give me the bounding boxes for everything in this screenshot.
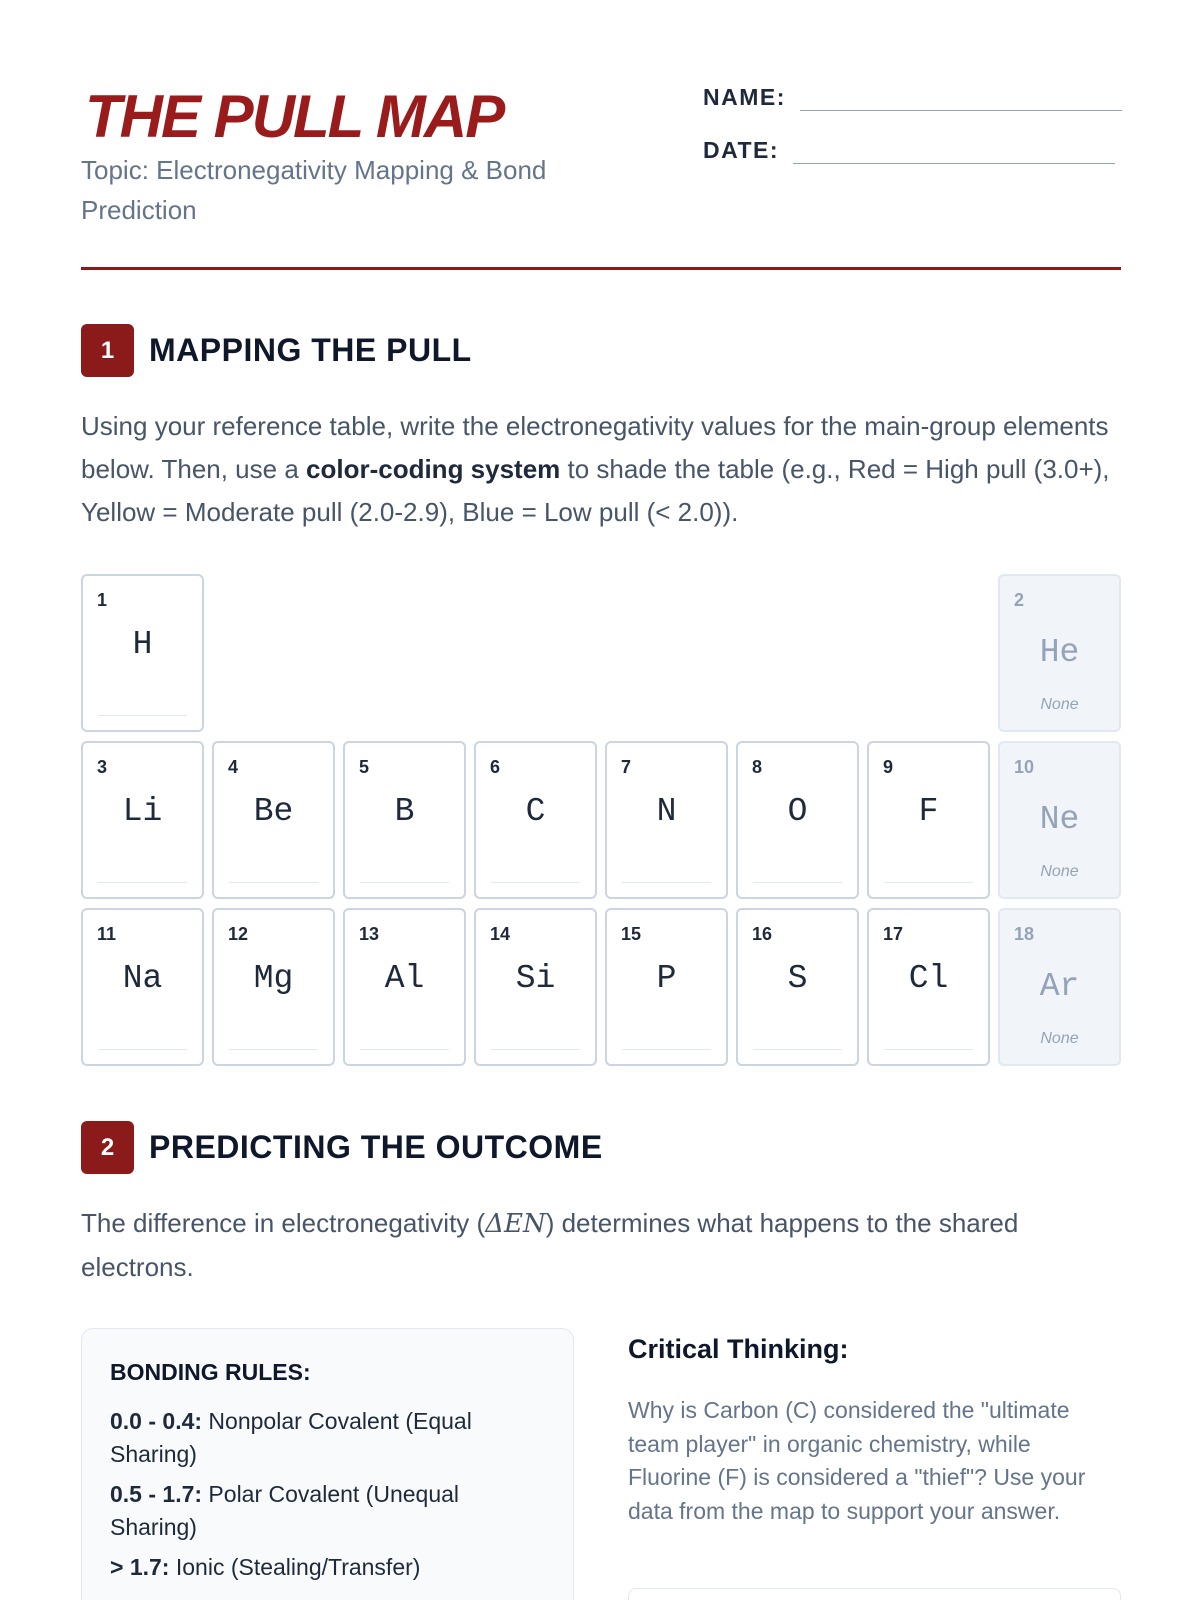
- atomic-number: 13: [359, 924, 380, 944]
- electronegativity-blank[interactable]: [98, 882, 187, 883]
- element-cell-s[interactable]: [736, 908, 859, 1066]
- element-symbol: Ne: [1039, 801, 1080, 838]
- atomic-number: 6: [490, 757, 501, 777]
- no-value-note: None: [1040, 696, 1079, 713]
- element-cell-si[interactable]: [474, 908, 597, 1066]
- element-symbol: P: [656, 960, 677, 997]
- element-cell-al[interactable]: [343, 908, 466, 1066]
- element-symbol: Be: [253, 793, 294, 830]
- section-2-title: PREDICTING THE OUTCOME: [149, 1129, 603, 1165]
- section-1-title: MAPPING THE PULL: [149, 332, 472, 368]
- element-cell-b[interactable]: [343, 741, 466, 899]
- atomic-number: 10: [1014, 757, 1035, 777]
- element-cell-be[interactable]: [212, 741, 335, 899]
- section-1-instructions: Using your reference table, write the electronegativity values for the main-group elements below. Then, use a color-coding system to shade the table (e.g., Red = High pull (3.0+), Yellow = Moderate pull (2.0-2.9), Blue = Low pull (< 2.0)).: [81, 411, 1110, 527]
- topic-subtitle: Topic: Electronegativity Mapping & Bond Prediction: [81, 155, 547, 225]
- element-symbol: Al: [384, 960, 425, 997]
- electronegativity-blank[interactable]: [622, 882, 711, 883]
- atomic-number: 8: [752, 757, 763, 777]
- element-cell-li[interactable]: [81, 741, 204, 899]
- section-1-heading: [81, 324, 472, 377]
- element-cell-ar: [998, 908, 1121, 1066]
- element-symbol: C: [525, 793, 546, 830]
- atomic-number: 15: [621, 924, 642, 944]
- element-cell-o[interactable]: [736, 741, 859, 899]
- electronegativity-blank[interactable]: [622, 1049, 711, 1050]
- critical-thinking-title: Critical Thinking:: [628, 1334, 849, 1364]
- element-cell-ne: [998, 741, 1121, 899]
- section-2-badge: 2: [81, 1121, 134, 1174]
- element-cell-p[interactable]: [605, 908, 728, 1066]
- name-field[interactable]: [800, 89, 1122, 111]
- electronegativity-blank[interactable]: [360, 1049, 449, 1050]
- atomic-number: 18: [1014, 924, 1035, 944]
- electronegativity-blank[interactable]: [360, 882, 449, 883]
- atomic-number: 11: [97, 924, 117, 944]
- bonding-rules-box: [81, 1328, 574, 1600]
- element-symbol: Ar: [1039, 968, 1080, 1005]
- electronegativity-blank[interactable]: [491, 882, 580, 883]
- element-cell-h[interactable]: [81, 574, 204, 732]
- element-symbol: Cl: [908, 960, 949, 997]
- date-field[interactable]: [793, 142, 1115, 164]
- no-value-note: None: [1040, 863, 1079, 880]
- atomic-number: 12: [228, 924, 249, 944]
- atomic-number: 7: [621, 757, 632, 777]
- element-cell-f[interactable]: [867, 741, 990, 899]
- name-label: NAME:: [703, 84, 786, 110]
- element-symbol: Li: [122, 793, 163, 830]
- electronegativity-blank[interactable]: [753, 882, 842, 883]
- worksheet-header: [81, 80, 1121, 270]
- atomic-number: 5: [359, 757, 370, 777]
- delta-en-symbol: ΔEN: [485, 1209, 546, 1239]
- element-cell-n[interactable]: [605, 741, 728, 899]
- section-1-badge: 1: [81, 324, 134, 377]
- element-symbol: He: [1039, 634, 1080, 671]
- element-symbol: N: [656, 793, 677, 830]
- atomic-number: 2: [1014, 590, 1025, 610]
- element-symbol: Na: [122, 960, 163, 997]
- element-cell-c[interactable]: [474, 741, 597, 899]
- atomic-number: 14: [490, 924, 511, 944]
- electronegativity-blank[interactable]: [98, 1049, 187, 1050]
- section-2-intro: The difference in electronegativity (ΔEN) determines what happens to the shared electrons.: [81, 1208, 1019, 1282]
- element-symbol: Mg: [253, 960, 294, 997]
- name-row: [703, 84, 1122, 111]
- electronegativity-blank[interactable]: [753, 1049, 842, 1050]
- electronegativity-blank[interactable]: [491, 1049, 580, 1050]
- electronegativity-blank[interactable]: [229, 882, 318, 883]
- atomic-number: 1: [97, 590, 108, 610]
- element-cell-na[interactable]: [81, 908, 204, 1066]
- color-coding-emphasis: color-coding system: [306, 454, 561, 484]
- date-label: DATE:: [703, 137, 780, 163]
- electronegativity-blank[interactable]: [884, 882, 973, 883]
- element-symbol: H: [132, 626, 153, 663]
- bonding-rules-title: BONDING RULES:: [110, 1359, 311, 1385]
- atomic-number: 16: [752, 924, 773, 944]
- electronegativity-blank[interactable]: [98, 715, 187, 716]
- date-row: [703, 137, 1115, 164]
- atomic-number: 17: [883, 924, 904, 944]
- element-symbol: B: [394, 793, 415, 830]
- atomic-number: 9: [883, 757, 894, 777]
- atomic-number: 4: [228, 757, 239, 777]
- rule-nonpolar: 0.0 - 0.4: Nonpolar Covalent (Equal Sharing): [110, 1408, 472, 1467]
- worksheet-title: THE PULL MAP: [85, 83, 504, 150]
- element-symbol: S: [787, 960, 808, 997]
- section-2-heading: [81, 1121, 603, 1174]
- no-value-note: None: [1040, 1030, 1079, 1047]
- electronegativity-blank[interactable]: [884, 1049, 973, 1050]
- rule-ionic: > 1.7: Ionic (Stealing/Transfer): [110, 1554, 421, 1580]
- atomic-number: 3: [97, 757, 108, 777]
- element-cell-mg[interactable]: [212, 908, 335, 1066]
- element-symbol: O: [787, 793, 808, 830]
- electronegativity-blank[interactable]: [229, 1049, 318, 1050]
- rule-polar: 0.5 - 1.7: Polar Covalent (Unequal Sharing): [110, 1481, 460, 1540]
- element-cell-he: [998, 574, 1121, 732]
- element-symbol: F: [918, 793, 939, 830]
- element-symbol: Si: [515, 960, 556, 997]
- critical-thinking-question: Why is Carbon (C) considered the "ultimate team player" in organic chemistry, while Fluorine (F) is considered a "thief"? Use your data from the map to support your answer.: [628, 1397, 1086, 1524]
- answer-box[interactable]: [628, 1588, 1121, 1600]
- element-cell-cl[interactable]: [867, 908, 990, 1066]
